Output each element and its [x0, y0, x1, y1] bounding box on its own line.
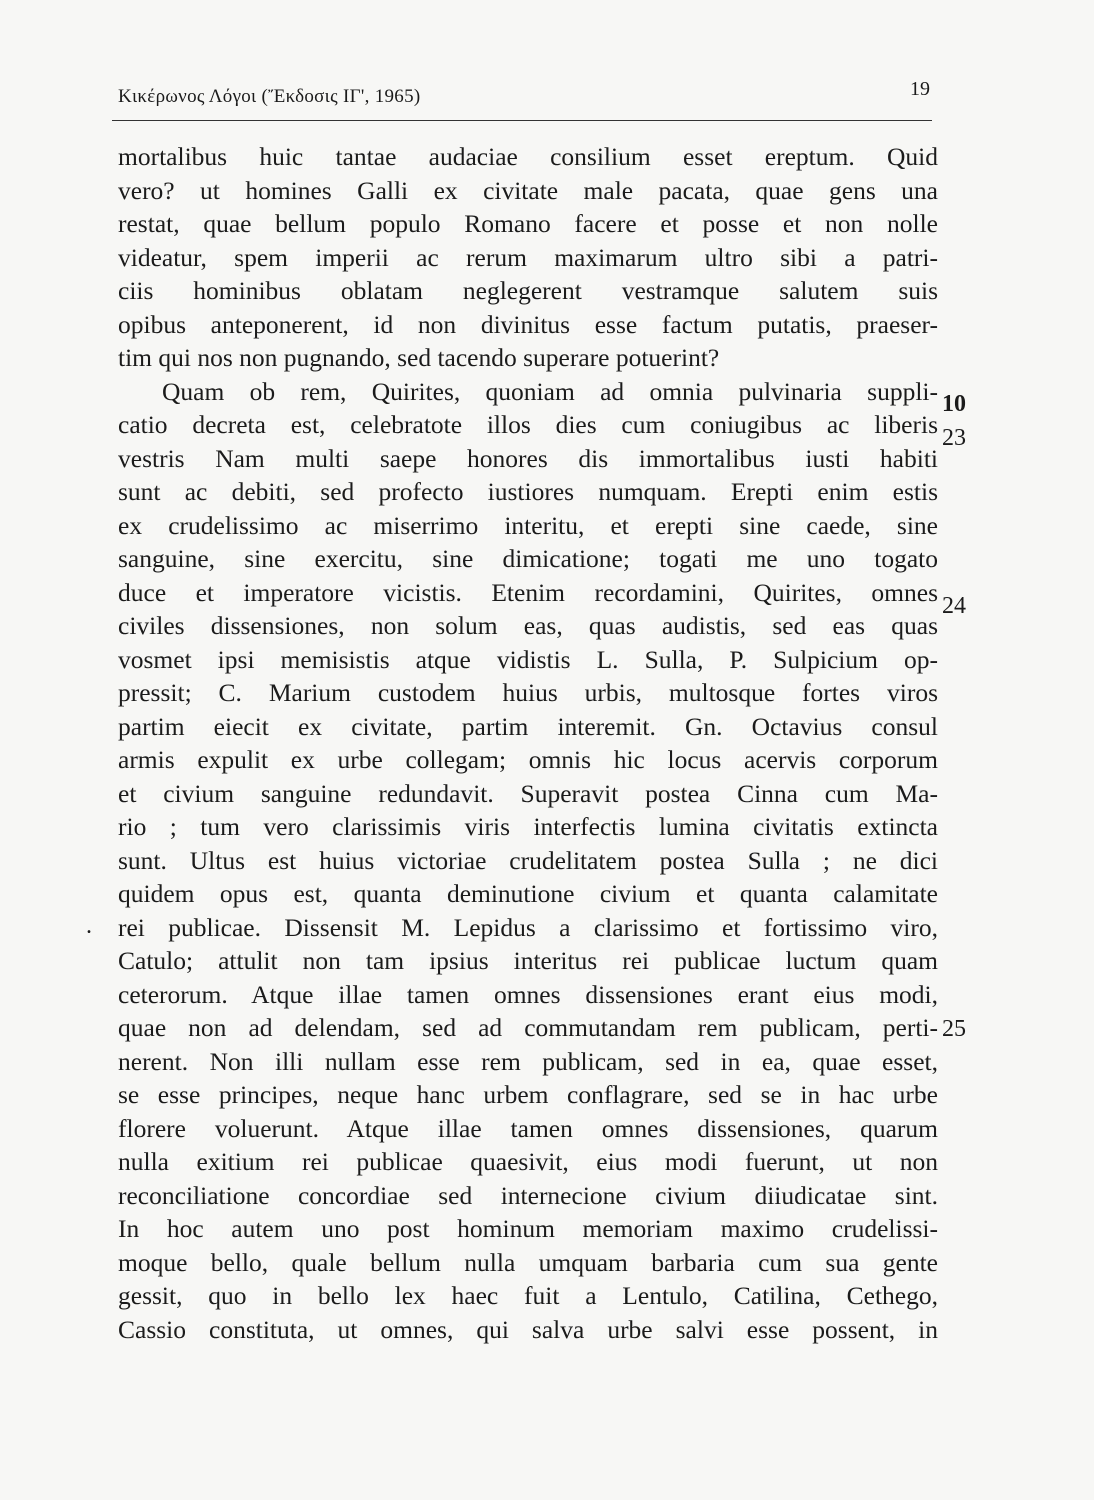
text-line: moque bello, quale bellum nulla umquam barbaria cum sua gente	[118, 1247, 938, 1277]
text-line: civiles dissensiones, non solum eas, quas audistis, sed eas quas	[118, 611, 938, 640]
text-line: Quam ob rem, Quirites, quoniam ad omnia pulvinaria suppli-	[162, 376, 938, 406]
margin-section-number: 24	[942, 593, 966, 619]
text-line: gessit, quo in bello lex haec fuit a Lentulo, Catilina, Cethego,	[118, 1281, 938, 1310]
text-line: opibus anteponerent, id non divinitus esse factum putatis, praeser-	[118, 309, 938, 339]
running-header	[118, 78, 930, 116]
margin-chapter-number: 10	[942, 391, 966, 417]
text-line: sanguine, sine exercitu, sine dimicatione; togati me uno togato	[118, 544, 938, 573]
margin-mark: .	[86, 913, 92, 939]
text-line: pressit; C. Marium custodem huius urbis, multosque fortes viros	[118, 678, 938, 707]
text-line: sunt ac debiti, sed profecto iustiores numquam. Erepti enim estis	[118, 477, 938, 506]
text-line: Catulo; attulit non tam ipsius interitus rei publicae luctum quam	[118, 946, 938, 975]
text-line: nulla exitium rei publicae quaesivit, eius modi fuerunt, ut non	[118, 1147, 938, 1176]
text-line: quidem opus est, quanta deminutione civium et quanta calamitate	[118, 879, 938, 908]
text-line: rei publicae. Dissensit M. Lepidus a clarissimo et fortissimo viro,	[118, 912, 938, 942]
text-line: vestris Nam multi saepe honores dis immortalibus iusti habiti	[118, 443, 938, 473]
margin-section-number: 23	[942, 425, 966, 451]
text-line: ceterorum. Atque illae tamen omnes dissensiones erant eius modi,	[118, 979, 938, 1009]
text-line: se esse principes, neque hanc urbem conflagrare, sed se in hac urbe	[118, 1080, 938, 1109]
header-rule	[112, 120, 932, 121]
body-text	[118, 140, 938, 1346]
text-line: videatur, spem imperii ac rerum maximarum ultro sibi a patri-	[118, 242, 938, 272]
text-line: catio decreta est, celebratote illos dies cum coniugibus ac liberis	[118, 410, 938, 439]
text-line: ciis hominibus oblatam neglegerent vestramque salutem suis	[118, 276, 938, 305]
text-line: vosmet ipsi memisistis atque vidistis L. Sulla, P. Sulpicium op-	[118, 644, 938, 674]
text-line: reconciliatione concordiae sed internecione civium diiudicatae sint.	[118, 1180, 938, 1210]
text-line: tim qui nos non pugnando, sed tacendo superare potuerint?	[118, 343, 720, 372]
text-line: et civium sanguine redundavit. Superavit postea Cinna cum Ma-	[118, 778, 938, 808]
text-line: florere voluerunt. Atque illae tamen omnes dissensiones, quarum	[118, 1113, 938, 1143]
text-line: restat, quae bellum populo Romano facere et posse et non nolle	[118, 209, 938, 238]
text-line: ex crudelissimo ac miserrimo interitu, et erepti sine caede, sine	[118, 510, 938, 540]
text-line: Cassio constituta, ut omnes, qui salva urbe salvi esse possent, in	[118, 1314, 938, 1344]
text-line: In hoc autem uno post hominum memoriam maximo crudelissi-	[118, 1214, 938, 1243]
text-line: nerent. Non illi nullam esse rem publicam, sed in ea, quae esset,	[118, 1046, 938, 1076]
text-line: duce et imperatore vicistis. Etenim recordamini, Quirites, omnes	[118, 577, 938, 607]
text-line: armis expulit ex urbe collegam; omnis hic locus acervis corporum	[118, 745, 938, 774]
running-header-title: Κικέρωνος Λόγοι (Ἔκδοσις ΙΓ', 1965)	[118, 86, 421, 107]
text-line: quae non ad delendam, sed ad commutandam rem publicam, perti-	[118, 1013, 938, 1042]
text-line: vero? ut homines Galli ex civitate male pacata, quae gens una	[118, 175, 938, 205]
text-line: sunt. Ultus est huius victoriae crudelitatem postea Sulla ; ne dici	[118, 845, 938, 875]
margin-section-number: 25	[942, 1016, 966, 1042]
page-number: 19	[910, 78, 930, 100]
text-line: partim eiecit ex civitate, partim interemit. Gn. Octavius consul	[118, 711, 938, 741]
text-line: mortalibus huic tantae audaciae consilium esset ereptum. Quid	[118, 142, 938, 171]
text-line: rio ; tum vero clarissimis viris interfectis lumina civitatis extincta	[118, 812, 938, 841]
